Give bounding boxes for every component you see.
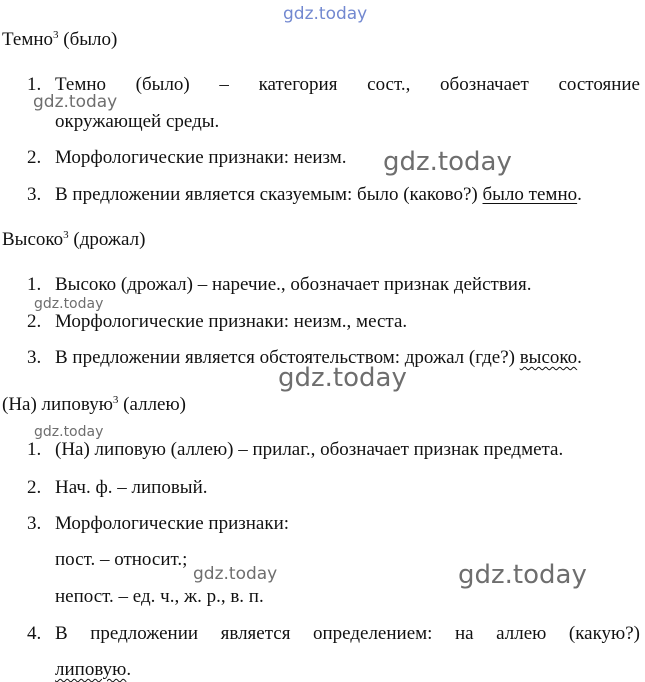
item-number: 3. <box>27 184 42 205</box>
item-text <box>55 183 582 207</box>
item-text: Высоко (дрожал) – наречие., обозначает признак действия. <box>55 274 532 295</box>
section-heading-lipovuyu <box>2 393 186 417</box>
heading-sup: 3 <box>112 394 119 406</box>
watermark: gdz.today <box>383 147 512 177</box>
section-heading-temno <box>2 28 117 52</box>
text-part: В предложении является обстоятельством: дрожал (где?) <box>55 347 520 368</box>
item-number: 2. <box>27 147 42 168</box>
feature-constant: пост. – относит.; <box>55 549 188 570</box>
underlined-adverbial: высоко <box>519 347 578 368</box>
text-part: . <box>577 184 582 205</box>
item-text <box>55 346 582 370</box>
heading-rest: (было) <box>58 29 118 50</box>
heading-word: Высоко <box>2 229 64 250</box>
item-text: Нач. ф. – липовый. <box>55 477 208 498</box>
item-number: 2. <box>27 477 42 498</box>
text-part: В предложении является сказуемым: было (каково?) <box>55 184 483 205</box>
feature-variable: непост. – ед. ч., ж. р., в. п. <box>55 586 264 607</box>
item-text-cont <box>55 658 131 682</box>
item-text: (На) липовую (аллею) – прилаг., обозначает признак предмета. <box>55 439 564 460</box>
item-number: 1. <box>27 274 42 295</box>
watermark: gdz.today <box>33 92 118 112</box>
heading-rest: (аллею) <box>118 394 187 415</box>
item-number: 4. <box>27 623 42 644</box>
heading-word: Темно <box>2 29 54 50</box>
watermark: gdz.today <box>34 296 104 312</box>
text-part: . <box>126 659 132 680</box>
heading-sup: 3 <box>53 29 59 41</box>
item-number: 3. <box>27 347 42 368</box>
item-text: Морфологические признаки: неизм., места. <box>55 311 408 332</box>
watermark: gdz.today <box>278 363 407 393</box>
item-text: Морфологические признаки: <box>55 513 290 534</box>
heading-rest: (дрожал) <box>68 229 146 250</box>
watermark: gdz.today <box>458 560 587 590</box>
item-text-cont: окружающей среды. <box>55 111 220 132</box>
section-heading-vysoko <box>2 228 145 252</box>
watermark: gdz.today <box>193 564 278 584</box>
item-number: 2. <box>27 311 42 332</box>
item-number: 1. <box>27 74 42 95</box>
watermark-top: gdz.today <box>283 4 368 24</box>
text-part: . <box>577 347 582 368</box>
item-text: В предложении является определением: на аллею (какую?) <box>55 623 640 644</box>
watermark: gdz.today <box>34 424 104 440</box>
item-number: 3. <box>27 513 42 534</box>
underlined-attribute: липовую <box>55 659 127 680</box>
underlined-predicate: было темно <box>482 184 578 205</box>
item-number: 1. <box>27 439 42 460</box>
item-text: Морфологические признаки: неизм. <box>55 147 347 168</box>
heading-word: (На) липовую <box>2 394 113 415</box>
heading-sup: 3 <box>63 229 69 241</box>
item-text: Темно (было) – категория сост., обозначает состояние <box>55 74 640 95</box>
